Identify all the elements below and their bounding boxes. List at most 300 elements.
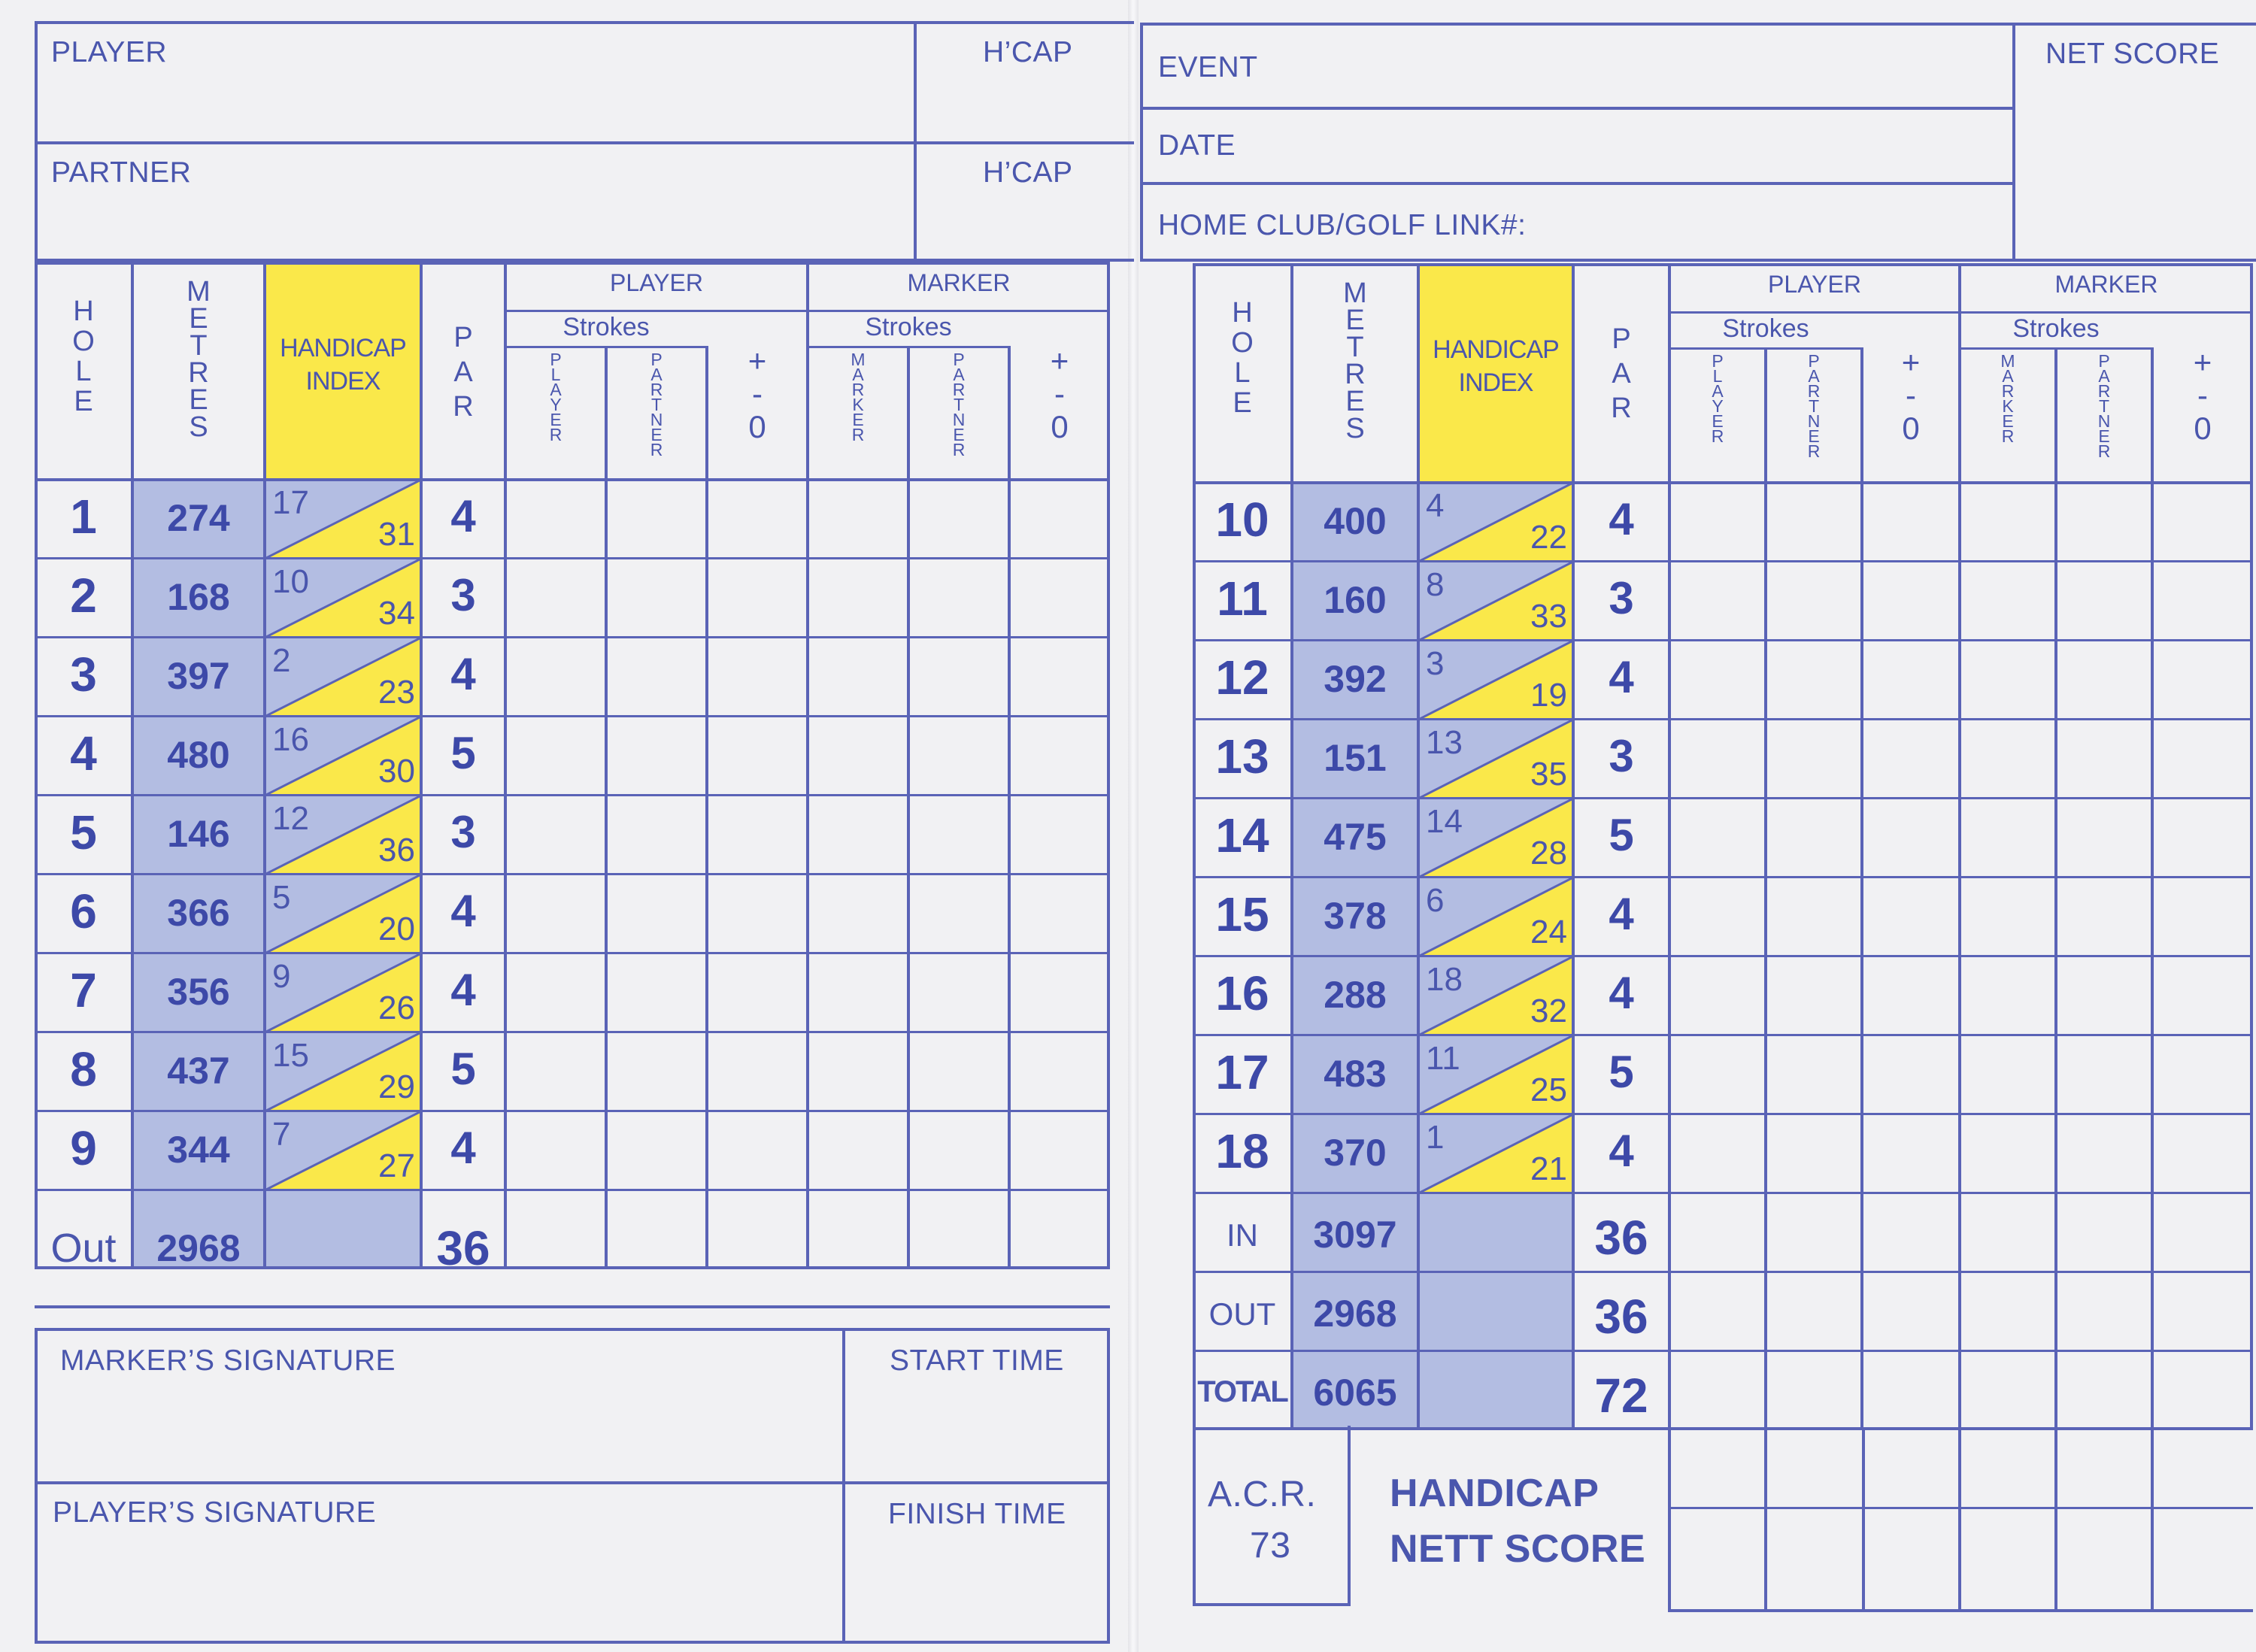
back-score-cell[interactable] [1768,880,1860,954]
back-score-cell[interactable] [2058,643,2150,717]
front-score-cell[interactable] [608,561,705,635]
front-score-cell[interactable] [1011,798,1108,872]
front-score-cell[interactable] [709,640,805,714]
front-player-strokes-header: Strokes [562,313,650,341]
front-hole-par: 3 [450,570,476,620]
back-player-plus-header: + [1901,344,1921,380]
front-sub-partner-header-2: P A R T N E R [952,350,966,459]
back-score-cell[interactable] [1962,959,2054,1033]
back-score-cell[interactable] [2058,485,2150,559]
back-hole-number: 16 [1215,966,1269,1020]
front-player-group-header: PLAYER [610,269,703,296]
front-score-cell[interactable] [1011,1035,1108,1109]
out-total-score-cell[interactable] [810,1193,906,1267]
out-summary-score-cell[interactable] [1672,1275,1763,1349]
handicap-nett-line1: HANDICAP [1390,1472,1600,1515]
back-hole-metres: 392 [1324,658,1387,700]
front-stroke-index-men: 15 [272,1037,309,1074]
back-stroke-index-women: 21 [1530,1150,1567,1187]
front-hole-header: H O L E [72,296,95,417]
grand-total-score-cell[interactable] [1768,1353,1860,1428]
front-hole-number: 4 [70,726,97,781]
back-score-cell[interactable] [2058,1038,2150,1112]
front-score-cell[interactable] [1011,561,1108,635]
back-stroke-index-women: 32 [1530,993,1567,1029]
out-total-score-cell[interactable] [709,1193,805,1267]
handicap-nett-score-cell[interactable] [1767,1510,1859,1581]
front-stroke-index-women: 20 [378,911,415,947]
acr-label: A.C.R. [1208,1475,1317,1514]
back-score-cell[interactable] [1768,1117,1860,1191]
back-hole-header: H O L E [1231,297,1254,419]
back-score-cell[interactable] [2154,801,2251,875]
back-score-cell[interactable] [1672,1117,1763,1191]
in-total-par: 36 [1594,1211,1648,1265]
front-score-cell[interactable] [709,877,805,951]
back-hole-number: 14 [1215,808,1269,862]
out-total-par: 36 [436,1221,490,1275]
back-player-group-header: PLAYER [1768,271,1861,298]
back-stroke-index-men: 1 [1426,1119,1445,1156]
grand-total-metres: 6065 [1313,1372,1397,1414]
front-score-cell[interactable] [508,561,604,635]
front-hole-par: 4 [450,1123,476,1173]
front-score-cell[interactable] [608,640,705,714]
front-hole-number: 8 [70,1042,97,1096]
front-score-cell[interactable] [508,719,604,793]
front-score-cell[interactable] [608,1114,705,1188]
handicap-nett-score-cell[interactable] [1671,1433,1763,1504]
back-score-cell[interactable] [2154,485,2251,559]
front-hole-par: 4 [450,886,476,936]
back-score-cell[interactable] [2058,880,2150,954]
front-player-plus-header: + [747,343,767,378]
in-total-score-cell[interactable] [2058,1196,2150,1270]
front-hole-number: 5 [70,805,97,859]
finish-time-field[interactable] [847,1535,1107,1639]
front-stroke-index-men: 16 [272,721,309,758]
front-score-cell[interactable] [709,1114,805,1188]
back-par-header: P A R [1611,323,1632,424]
handicap-nett-score-cell[interactable] [1961,1510,2053,1581]
out-summary-score-cell[interactable] [1768,1275,1860,1349]
player-signature-field[interactable] [39,1535,839,1639]
back-hole-number: 10 [1215,493,1269,547]
back-score-cell[interactable] [2058,801,2150,875]
back-marker-minus-header: - [2197,377,2208,413]
front-score-cell[interactable] [810,640,906,714]
back-stroke-index-women: 35 [1530,756,1567,793]
back-score-cell[interactable] [1768,485,1860,559]
front-score-cell[interactable] [810,719,906,793]
back-score-cell[interactable] [2154,722,2251,796]
out-total-metres: 2968 [156,1227,241,1269]
back-score-cell[interactable] [1864,722,1957,796]
back-score-cell[interactable] [1962,722,2054,796]
front-hole-metres: 168 [167,576,230,618]
handicap-nett-score-cell[interactable] [1671,1510,1763,1581]
grand-total-par: 72 [1594,1369,1648,1423]
back-hole-number: 12 [1215,650,1269,705]
front-score-cell[interactable] [508,956,604,1030]
back-score-cell[interactable] [1962,1038,2054,1112]
back-score-cell[interactable] [2154,959,2251,1033]
front-score-cell[interactable] [911,1114,1007,1188]
back-hole-metres: 370 [1324,1132,1387,1174]
back-score-cell[interactable] [1672,564,1763,638]
front-score-cell[interactable] [508,877,604,951]
front-stroke-index-women: 27 [378,1147,415,1184]
back-hole-number: 18 [1215,1124,1269,1178]
back-stroke-index-men: 8 [1426,566,1445,603]
handicap-nett-score-cell[interactable] [2154,1510,2245,1581]
front-hole-number: 6 [70,884,97,938]
handicap-nett-score-cell[interactable] [2154,1433,2245,1504]
back-marker-zero-header: 0 [2194,411,2212,446]
back-hole-metres: 475 [1324,816,1387,858]
back-hole-number: 11 [1217,571,1268,626]
back-stroke-index-women: 28 [1530,835,1567,871]
front-score-cell[interactable] [1011,956,1108,1030]
back-score-cell[interactable] [2058,959,2150,1033]
out-summary-score-cell[interactable] [1864,1275,1957,1349]
partner-label: PARTNER [51,156,192,189]
back-score-cell[interactable] [1768,643,1860,717]
back-index-label: INDEX [1458,368,1533,397]
front-score-cell[interactable] [810,956,906,1030]
back-metres-header: M E T R E S [1343,277,1367,444]
front-stroke-index-men: 10 [272,563,309,600]
front-stroke-index-women: 36 [378,832,415,868]
front-hole-par: 3 [450,807,476,857]
front-stroke-index-men: 7 [272,1116,291,1153]
home-club-label: HOME CLUB/GOLF LINK#: [1158,209,1527,241]
front-score-cell[interactable] [810,561,906,635]
back-score-cell[interactable] [1864,1038,1957,1112]
acr-box [1193,1426,1351,1606]
front-score-cell[interactable] [911,956,1007,1030]
back-sub-partner-header-2: P A R T N E R [2097,351,2111,461]
front-score-cell[interactable] [911,1035,1007,1109]
back-score-cell[interactable] [1672,1038,1763,1112]
back-hole-metres: 400 [1324,500,1387,542]
front-score-cell[interactable] [508,1035,604,1109]
back-score-cell[interactable] [2154,1038,2251,1112]
front-sub-partner-header: P A R T N E R [650,350,663,459]
out-summary-score-cell[interactable] [2154,1275,2251,1349]
back-marker-strokes-header: Strokes [2012,314,2100,343]
back-score-cell[interactable] [1768,722,1860,796]
front-stroke-index-women: 31 [378,516,415,553]
back-stroke-index-women: 25 [1530,1072,1567,1108]
front-score-cell[interactable] [709,798,805,872]
front-stroke-index-women: 29 [378,1068,415,1105]
back-score-cell[interactable] [1672,485,1763,559]
front-score-cell[interactable] [608,1035,705,1109]
front-score-cell[interactable] [911,719,1007,793]
front-score-cell[interactable] [911,640,1007,714]
date-label: DATE [1158,129,1236,162]
front-hole-metres: 356 [167,971,230,1013]
back-stroke-index-women: 22 [1530,519,1567,556]
partner-name-field[interactable] [38,189,910,259]
back-hole-number: 15 [1215,887,1269,941]
front-score-cell[interactable] [508,798,604,872]
back-hole-par: 3 [1609,731,1634,781]
handicap-nett-score-cell[interactable] [2057,1433,2149,1504]
back-hole-par: 3 [1609,573,1634,623]
back-score-cell[interactable] [2154,880,2251,954]
front-marker-strokes-header: Strokes [865,313,952,341]
back-hole-par: 4 [1609,889,1634,939]
front-score-cell[interactable] [1011,719,1108,793]
back-score-cell[interactable] [1962,880,2054,954]
player-signature-label: PLAYER’S SIGNATURE [53,1496,377,1529]
back-marker-plus-header: + [2193,344,2212,380]
back-hole-par: 4 [1609,1126,1634,1176]
back-score-cell[interactable] [1672,959,1763,1033]
back-score-cell[interactable] [2058,722,2150,796]
back-player-strokes-header: Strokes [1722,314,1809,343]
back-score-cell[interactable] [1962,1117,2054,1191]
net-score-field[interactable] [2018,83,2244,256]
back-stroke-index-men: 4 [1426,487,1445,524]
back-hole-number: 13 [1215,729,1269,784]
in-total-score-cell[interactable] [1768,1196,1860,1270]
back-score-cell[interactable] [1864,959,1957,1033]
back-score-cell[interactable] [1768,959,1860,1033]
front-score-cell[interactable] [810,482,906,556]
front-hole-metres: 397 [167,655,230,697]
grand-total-score-cell[interactable] [2058,1353,2150,1428]
back-score-cell[interactable] [2058,1117,2150,1191]
front-hole-par: 5 [450,728,476,778]
front-score-cell[interactable] [608,798,705,872]
back-stroke-index-men: 3 [1426,645,1445,682]
back-stroke-index-men: 11 [1426,1040,1460,1077]
front-score-cell[interactable] [1011,877,1108,951]
front-stroke-index-men: 9 [272,958,291,995]
player-hcap-label: H’CAP [983,36,1073,68]
out-total-score-cell[interactable] [911,1193,1007,1267]
back-stroke-index-women: 24 [1530,914,1567,950]
front-score-cell[interactable] [508,640,604,714]
front-index-label: INDEX [305,367,381,396]
front-score-cell[interactable] [810,798,906,872]
back-score-cell[interactable] [2154,643,2251,717]
back-hole-metres: 378 [1324,895,1387,937]
front-hole-par: 5 [450,1044,476,1094]
handicap-nett-score-cell[interactable] [1865,1433,1957,1504]
in-total-score-cell[interactable] [1672,1196,1763,1270]
back-score-cell[interactable] [1768,801,1860,875]
front-marker-plus-header: + [1050,343,1069,378]
front-hole-number: 7 [70,963,97,1017]
front-score-cell[interactable] [810,877,906,951]
back-score-cell[interactable] [1864,880,1957,954]
front-stroke-index-women: 23 [378,674,415,711]
front-stroke-index-men: 2 [272,642,291,679]
front-hole-number: 2 [70,568,97,623]
front-score-cell[interactable] [709,482,805,556]
front-score-cell[interactable] [911,877,1007,951]
grand-total-label: TOTAL [1197,1375,1287,1408]
out-total-score-cell[interactable] [508,1193,604,1267]
grand-total-score-cell[interactable] [1672,1353,1763,1428]
out-total-score-cell[interactable] [608,1193,705,1267]
front-score-cell[interactable] [709,719,805,793]
front-score-cell[interactable] [709,561,805,635]
back-score-cell[interactable] [1768,1038,1860,1112]
back-hole-par: 4 [1609,652,1634,702]
front-stroke-index-women: 30 [378,753,415,790]
back-score-cell[interactable] [1768,564,1860,638]
back-score-cell[interactable] [1864,1117,1957,1191]
back-sub-marker-header: M A R K E R [2000,351,2015,446]
handicap-nett-score-cell[interactable] [2057,1510,2149,1581]
back-hole-metres: 160 [1324,579,1387,621]
front-marker-minus-header: - [1054,376,1065,411]
net-score-label: NET SCORE [2045,38,2220,70]
front-marker-zero-header: 0 [1051,409,1069,444]
front-sub-marker-header: M A R K E R [851,350,866,444]
back-score-cell[interactable] [1672,801,1763,875]
back-score-cell[interactable] [1672,880,1763,954]
front-stroke-index-women: 34 [378,595,415,632]
back-marker-group-header: MARKER [2054,271,2158,298]
grand-total-score-cell[interactable] [2154,1353,2251,1428]
back-hole-metres: 151 [1324,737,1387,779]
front-score-cell[interactable] [1011,640,1108,714]
in-total-metres: 3097 [1313,1214,1397,1256]
front-score-cell[interactable] [810,1035,906,1109]
front-sub-player-header: P L A Y E R [549,350,562,444]
front-score-cell[interactable] [508,482,604,556]
back-score-cell[interactable] [1864,801,1957,875]
back-hole-par: 4 [1609,968,1634,1018]
front-handicap-label: HANDICAP [280,334,406,362]
back-hole-par: 5 [1609,1047,1634,1097]
out-summary-metres: 2968 [1313,1293,1397,1335]
back-stroke-index-men: 18 [1426,961,1463,998]
in-total-label: IN [1227,1217,1258,1253]
front-score-cell[interactable] [911,798,1007,872]
back-hole-metres: 483 [1324,1053,1387,1095]
back-sub-partner-header: P A R T N E R [1807,351,1821,461]
front-par-header: P A R [453,322,474,423]
back-score-cell[interactable] [1962,485,2054,559]
back-score-cell[interactable] [1864,643,1957,717]
back-hole-number: 17 [1215,1045,1269,1099]
front-stroke-index-men: 12 [272,800,309,837]
marker-signature-field[interactable] [39,1384,839,1478]
back-score-cell[interactable] [1864,564,1957,638]
player-name-field[interactable] [38,69,910,138]
front-hole-metres: 274 [167,497,230,539]
front-score-cell[interactable] [608,956,705,1030]
back-stroke-index-women: 33 [1530,598,1567,635]
front-score-cell[interactable] [608,482,705,556]
front-hole-number: 1 [70,490,97,544]
front-player-minus-header: - [752,376,763,411]
back-stroke-index-men: 6 [1426,882,1445,919]
out-summary-score-cell[interactable] [1962,1275,2054,1349]
out-total-score-cell[interactable] [1011,1193,1108,1267]
front-metres-header: M E T R E S [186,276,211,443]
grand-total-score-cell[interactable] [1864,1353,1957,1428]
acr-value: 73 [1250,1526,1291,1566]
back-score-cell[interactable] [1962,801,2054,875]
front-score-cell[interactable] [911,561,1007,635]
out-summary-score-cell[interactable] [2058,1275,2150,1349]
player-label: PLAYER [51,36,168,68]
back-hole-par: 4 [1609,494,1634,544]
front-hole-par: 4 [450,965,476,1015]
front-score-cell[interactable] [608,877,705,951]
back-score-cell[interactable] [1672,722,1763,796]
start-time-field[interactable] [847,1384,1107,1478]
front-stroke-index-men: 17 [272,484,309,521]
back-player-minus-header: - [1906,377,1916,413]
back-score-cell[interactable] [2058,564,2150,638]
out-total-label: Out [50,1226,117,1271]
front-hole-number: 3 [70,647,97,702]
back-score-cell[interactable] [2154,1117,2251,1191]
front-score-cell[interactable] [709,1035,805,1109]
handicap-nett-score-cell[interactable] [1865,1510,1957,1581]
back-score-cell[interactable] [1672,643,1763,717]
start-time-label: START TIME [890,1344,1064,1377]
front-hole-par: 4 [450,649,476,699]
back-stroke-index-men: 13 [1426,724,1463,761]
back-score-cell[interactable] [1962,643,2054,717]
out-summary-label: OUT [1208,1296,1276,1332]
front-hole-metres: 146 [167,813,230,855]
in-total-score-cell[interactable] [2154,1196,2251,1270]
finish-time-label: FINISH TIME [888,1498,1066,1530]
front-score-cell[interactable] [608,719,705,793]
back-score-cell[interactable] [1864,485,1957,559]
front-hole-metres: 480 [167,734,230,776]
front-score-cell[interactable] [508,1114,604,1188]
handicap-nett-score-cell[interactable] [1767,1433,1859,1504]
front-score-cell[interactable] [1011,482,1108,556]
front-hole-metres: 437 [167,1050,230,1092]
grand-total-score-cell[interactable] [1962,1353,2054,1428]
front-hole-metres: 344 [167,1129,230,1171]
back-score-cell[interactable] [1962,564,2054,638]
partner-hcap-label: H’CAP [983,156,1073,189]
front-stroke-index-women: 26 [378,990,415,1026]
back-hole-metres: 288 [1324,974,1387,1016]
front-score-cell[interactable] [1011,1114,1108,1188]
front-score-cell[interactable] [810,1114,906,1188]
back-stroke-index-women: 19 [1530,677,1567,714]
out-summary-par: 36 [1594,1290,1648,1344]
front-hole-metres: 366 [167,892,230,934]
front-player-zero-header: 0 [748,409,766,444]
event-label: EVENT [1158,51,1258,83]
front-stroke-index-men: 5 [272,879,291,916]
front-score-cell[interactable] [911,482,1007,556]
handicap-nett-line2: NETT SCORE [1390,1527,1646,1571]
in-total-score-cell[interactable] [1962,1196,2054,1270]
handicap-nett-score-cell[interactable] [1961,1433,2053,1504]
back-sub-player-header: P L A Y E R [1711,351,1724,446]
in-total-score-cell[interactable] [1864,1196,1957,1270]
back-score-cell[interactable] [2154,564,2251,638]
front-score-cell[interactable] [709,956,805,1030]
